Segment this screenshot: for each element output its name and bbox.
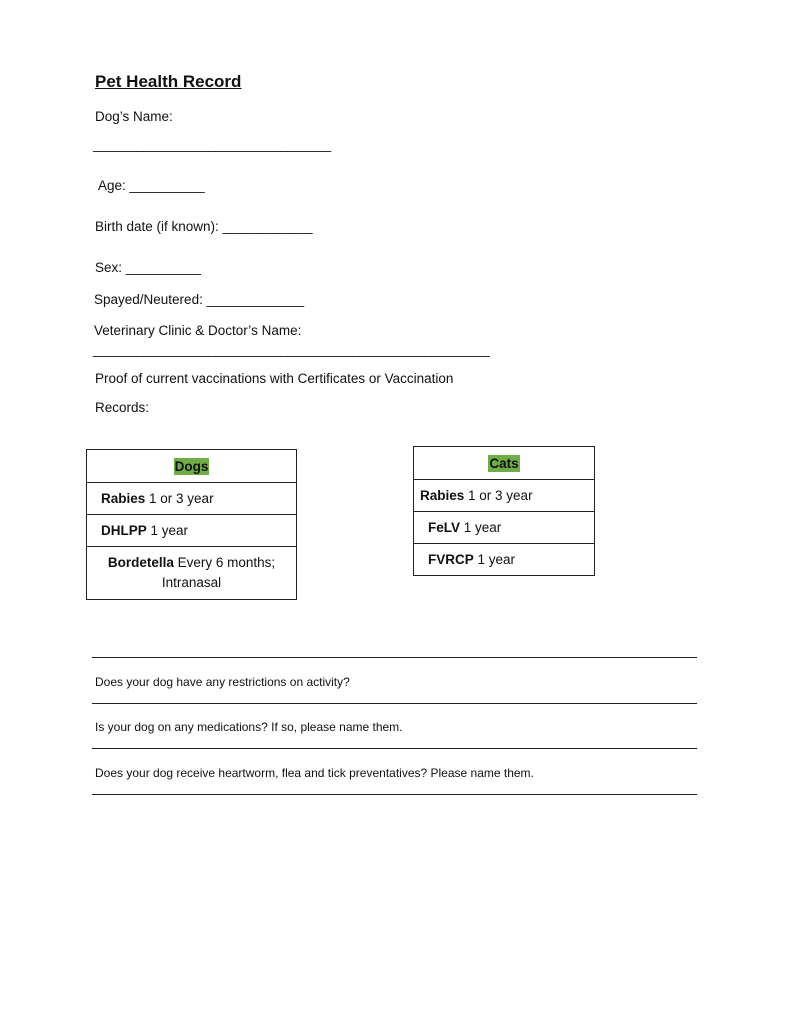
vet-clinic-label: Veterinary Clinic & Doctor’s Name: — [94, 323, 302, 338]
answer-line[interactable] — [92, 794, 697, 795]
birth-date-field[interactable]: Birth date (if known): ____________ — [95, 219, 313, 234]
table-row — [414, 512, 595, 544]
answer-line[interactable] — [92, 703, 697, 704]
page-title: Pet Health Record — [95, 72, 242, 91]
vaccine-detail: Every 6 months; — [173, 555, 276, 570]
age-field[interactable]: Age: __________ — [98, 178, 205, 193]
dogs-vaccination-table — [86, 449, 297, 600]
cats-table-header: Cats — [414, 447, 595, 480]
vaccine-detail: 1 or 3 year — [464, 488, 533, 503]
answer-line[interactable] — [92, 657, 697, 658]
question-preventatives: Does your dog receive heartworm, flea and tick preventatives? Please name them. — [95, 766, 534, 780]
dog-name-label: Dog’s Name: — [95, 109, 173, 124]
vaccine-detail: 1 year — [460, 520, 502, 535]
vet-clinic-line[interactable]: _______________________________________________________ — [93, 342, 490, 357]
proof-text-line2: Records: — [95, 400, 150, 415]
vaccine-name: FeLV — [428, 520, 461, 535]
vaccine-name: Bordetella — [107, 555, 174, 570]
proof-text-line1: Proof of current vaccinations with Certificates or Vaccination — [95, 371, 454, 386]
table-row — [87, 547, 297, 600]
dog-name-line[interactable]: _________________________________ — [93, 137, 331, 152]
vaccine-name: DHLPP — [101, 523, 147, 538]
cats-vaccination-table — [413, 446, 595, 576]
vaccine-detail: 1 year — [146, 523, 189, 538]
vaccine-detail-secondary: Intranasal — [161, 575, 222, 590]
table-row — [414, 544, 595, 576]
vaccine-name: Rabies — [420, 488, 465, 503]
vaccine-detail: 1 or 3 year — [145, 491, 214, 506]
answer-line[interactable] — [92, 748, 697, 749]
vaccine-name: Rabies — [101, 491, 146, 506]
table-row — [87, 515, 297, 547]
question-medications: Is your dog on any medications? If so, please name them. — [95, 720, 403, 734]
vaccine-detail: 1 year — [473, 552, 516, 567]
vaccine-name: FVRCP — [428, 552, 474, 567]
spayed-neutered-field[interactable]: Spayed/Neutered: _____________ — [94, 292, 305, 307]
dogs-table-header: Dogs — [87, 450, 297, 483]
sex-field[interactable]: Sex: __________ — [95, 260, 201, 275]
table-row — [87, 483, 297, 515]
question-activity-restrictions: Does your dog have any restrictions on activity? — [95, 675, 350, 689]
table-row — [414, 480, 595, 512]
